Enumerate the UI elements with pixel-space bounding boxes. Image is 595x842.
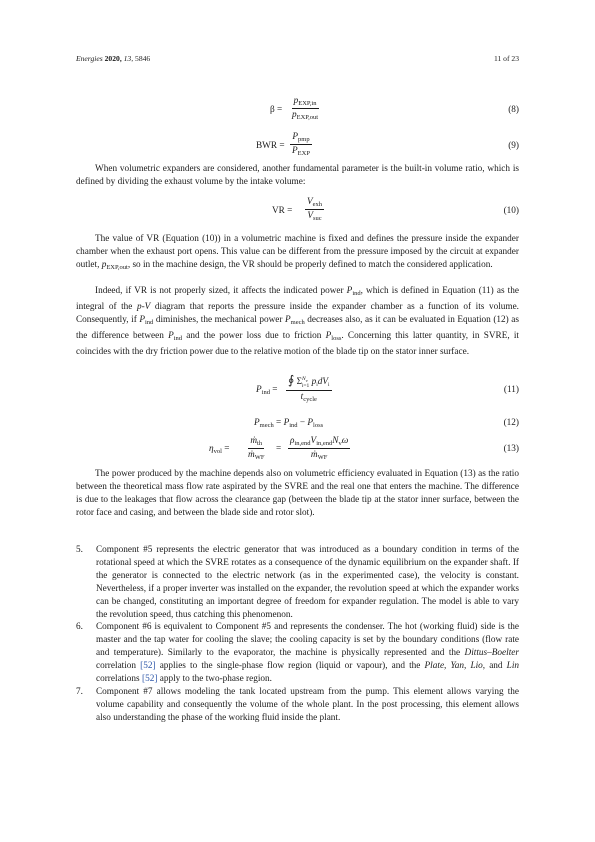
list-item-text: Component #5 represents the electric generator that was introduced as a boundary condition in terms of the rotational speed at which the SVRE rotates as a consequence of the dynamic equilibrium on the expander shaft. If the generator is connected to the electric network (as in the experimented case), the velocity is constant. Nevertheless, if a proper inverter was installed on the expander, the revolution speed at which the expander works can be changed, constituting an important degree of freedom for expander regulation. The model is able to vary the revolution speed, thus catching this phenomenon.: [96, 545, 519, 620]
eq8-lhs: β =: [270, 105, 283, 115]
list-item-text: Component #7 allows modeling the tank located upstream from the pump. This element allows varying the volume capability and consequently the volume of the whole plant. In the post processing, this element allows also understanding the phase of the working fluid inside the plant.: [96, 686, 519, 723]
equation-11: [76, 373, 519, 409]
running-header-journal: [76, 54, 150, 63]
paragraph-vr-value: The value of VR (Equation (10)) in a volumetric machine is fixed and defines the pressure inside the expander chamber when the exhaust port opens. This value can be different from the pressure imposed by the circuit at expander outlet, $p_{EXP,out}$, so in the machine design, the VR should be properly defined to match the considered application.: [76, 234, 519, 271]
list-item: [76, 621, 519, 686]
eq13-fraction-1: ṁ$_{th}$ ṁ$_{WF}$: [248, 436, 265, 461]
list-item-number: 6.: [76, 622, 83, 633]
article-number: 5846: [135, 54, 151, 63]
eq8-label: (8): [508, 105, 519, 115]
eq13-equals: =: [276, 444, 282, 454]
eq13-lhs: $\eta_{vol}$ =: [209, 444, 230, 455]
eq10-fraction: $V_{exh}$ $V_{suc}$: [307, 197, 323, 222]
page-number: 11 of 23: [493, 54, 519, 63]
paragraph-text: The power produced by the machine depends also on volumetric efficiency evaluated in Equation (13) as the ratio between the theoretical mass flow rate aspirated by the SVRE and the real one that enters the machine. The difference is due to the leakages that flow across the clearance gap (between the blade tip at the stator inner surface, between the rotor face and casing, and between the blade side and rotor slot).: [76, 469, 519, 518]
eq12-label: (12): [503, 418, 519, 428]
equation-12: [76, 418, 519, 432]
eq13-label: (13): [503, 444, 519, 454]
paragraph-volumetric-efficiency: [76, 468, 519, 520]
component-list: [76, 544, 519, 725]
equation-8: [76, 96, 519, 126]
eq12-expression: $P_{mech} = P_{ind} - P_{loss}$: [254, 418, 324, 429]
equation-10: [76, 197, 519, 227]
list-item: [76, 686, 519, 725]
paragraph-volume-ratio-intro: [76, 163, 519, 189]
citation-link[interactable]: [52]: [140, 661, 156, 672]
equation-13: [76, 436, 519, 466]
eq10-label: (10): [503, 206, 519, 216]
eq11-lhs: $P_{ind}$ =: [256, 385, 278, 396]
paragraph-text: When volumetric expanders are considered, another fundamental parameter is the built-in volume ratio, which is defined by dividing the exhaust volume by the intake volume:: [76, 164, 519, 187]
equation-9: [76, 132, 519, 162]
paragraph-indicated-power: Indeed, if VR is not properly sized, it affects the indicated power $P_{ind}$, which is defined in Equation (11) as the integral of the p-V diagram that reports the pressure inside the expander chamber as a function of its volume. Consequently, if $P_{ind}$ diminishes, the mechanical power $P_{mech}$ decreases also, as it can be evaluated in Equation (12) as the difference between $P_{ind}$ and the power loss due to friction $P_{loss}$. Concerning this latter quantity, in SVRE, it coincides with the dry friction power due to the relative motion of the blade tip on the stator inner surface.: [76, 286, 520, 357]
eq11-fraction: ∮ $\Sigma^{N_v}_{i=1}$ $p_idV_i$ $t_{cycle}$: [288, 373, 330, 403]
eq9-fraction: $P_{pmp}$ $P_{EXP}$: [292, 132, 310, 157]
journal-year: 2020,: [104, 54, 122, 63]
list-item-number: 5.: [76, 545, 83, 555]
eq9-lhs: BWR =: [256, 141, 285, 151]
journal-name: Energies: [76, 54, 103, 63]
citation-link[interactable]: [52]: [141, 674, 158, 685]
eq10-lhs: VR =: [272, 206, 293, 216]
list-item-text: Component #6 is equivalent to Component #5 and represents the condenser. The hot (working fluid) side is the master and the tap water for cooling the slave; the cooling capacity is set by the boundary conditions (flow rate and temperature). Similarly to the evaporator, the machine is physically represented and the Dittus–Boelter correlation [52] applies to the single-phase flow region (liquid or vapour), and the Plate, Yan, Lio, and Lin correlations [52] apply to the two-phase region.: [96, 622, 520, 685]
journal-volume: 13,: [123, 54, 134, 63]
eq8-fraction: $p_{EXP,in}$ $p_{EXP,out}$: [292, 96, 319, 121]
eq11-label: (11): [503, 385, 519, 395]
eq13-fraction-2: $\rho_{in,end}V_{in,end}N_v\omega$ ṁ$_{WF}$: [290, 436, 349, 461]
list-item: [76, 544, 519, 621]
eq9-label: (9): [508, 141, 519, 151]
list-item-number: 7.: [76, 686, 83, 697]
